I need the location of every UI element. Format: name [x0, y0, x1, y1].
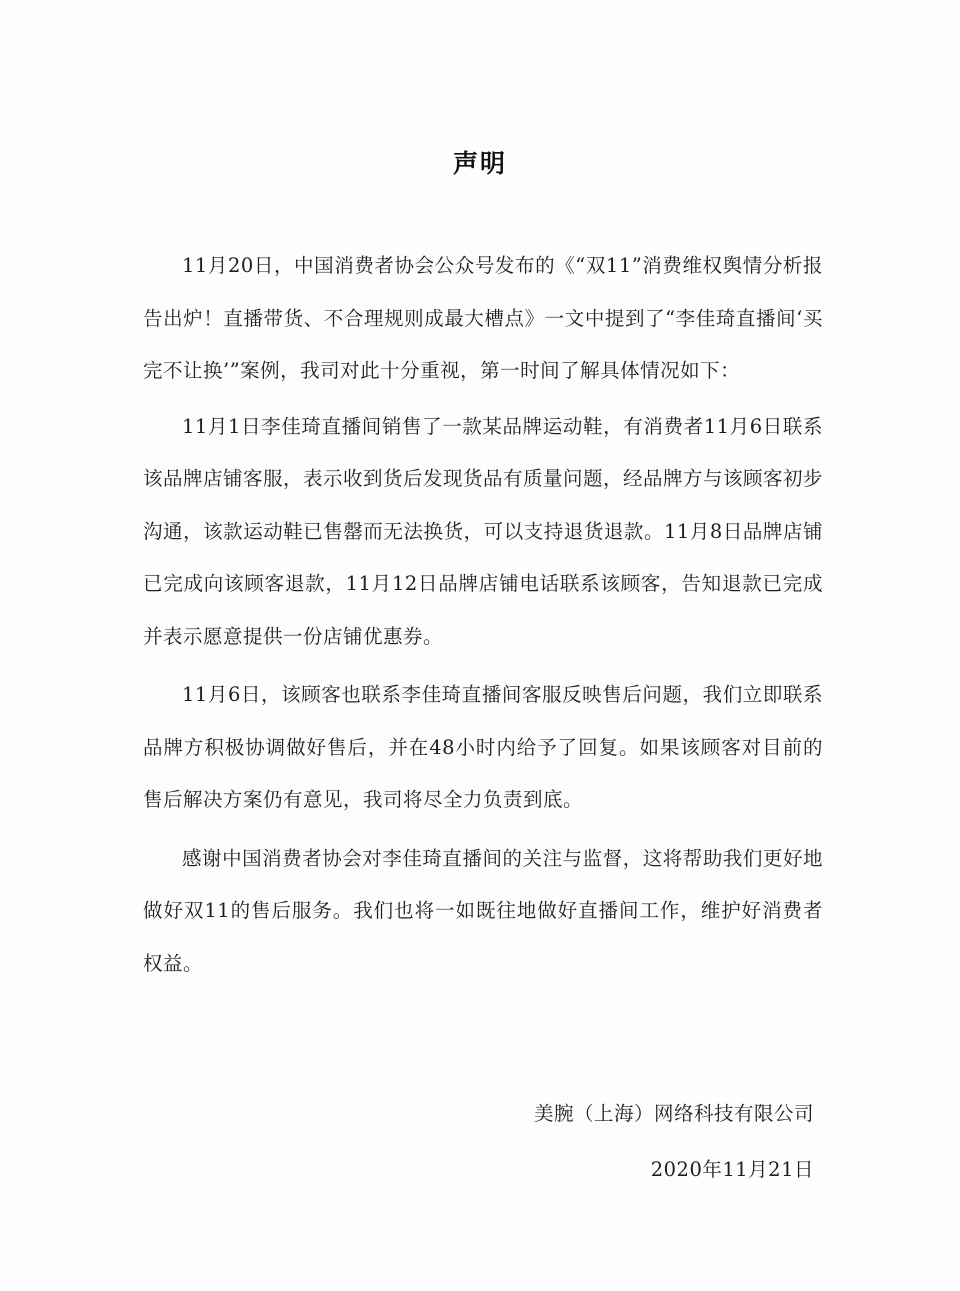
paragraph-2: 11月1日李佳琦直播间销售了一款某品牌运动鞋，有消费者11月6日联系该品牌店铺客服，表示收到货后发现货品有质量问题，经品牌方与该顾客初步沟通，该款运动鞋已售罄而无法换货，可以支持退货退款。11月8日品牌店铺已完成向该顾客退款，11月12日品牌店铺电话联系该顾客，告知退款已完成并表示愿意提供一份店铺优惠券。: [143, 414, 824, 648]
document-body: [143, 240, 823, 996]
company-signature: 美腕（上海）网络科技有限公司: [533, 1102, 814, 1125]
paragraph-3: 11月6日，该顾客也联系李佳琦直播间客服反映售后问题，我们立即联系品牌方积极协调做好售后，并在48小时内给予了回复。如果该顾客对目前的售后解决方案仍有意见，我司将尽全力负责到底。: [143, 683, 823, 811]
statement-date: 2020年11月21日: [650, 1158, 814, 1181]
paragraph-1: 11月20日，中国消费者协会公众号发布的《“双11”消费维权舆情分析报告出炉！直播带货、不合理规则成最大槽点》一文中提到了“李佳琦直播间‘买完不让换’”案例，我司对此十分重视，第一时间了解具体情况如下：: [143, 254, 823, 382]
paragraph-4: 感谢中国消费者协会对李佳琦直播间的关注与监督，这将帮助我们更好地做好双11的售后服务。我们也将一如既往地做好直播间工作，维护好消费者权益。: [143, 846, 823, 975]
document-title: 声明: [452, 149, 507, 178]
